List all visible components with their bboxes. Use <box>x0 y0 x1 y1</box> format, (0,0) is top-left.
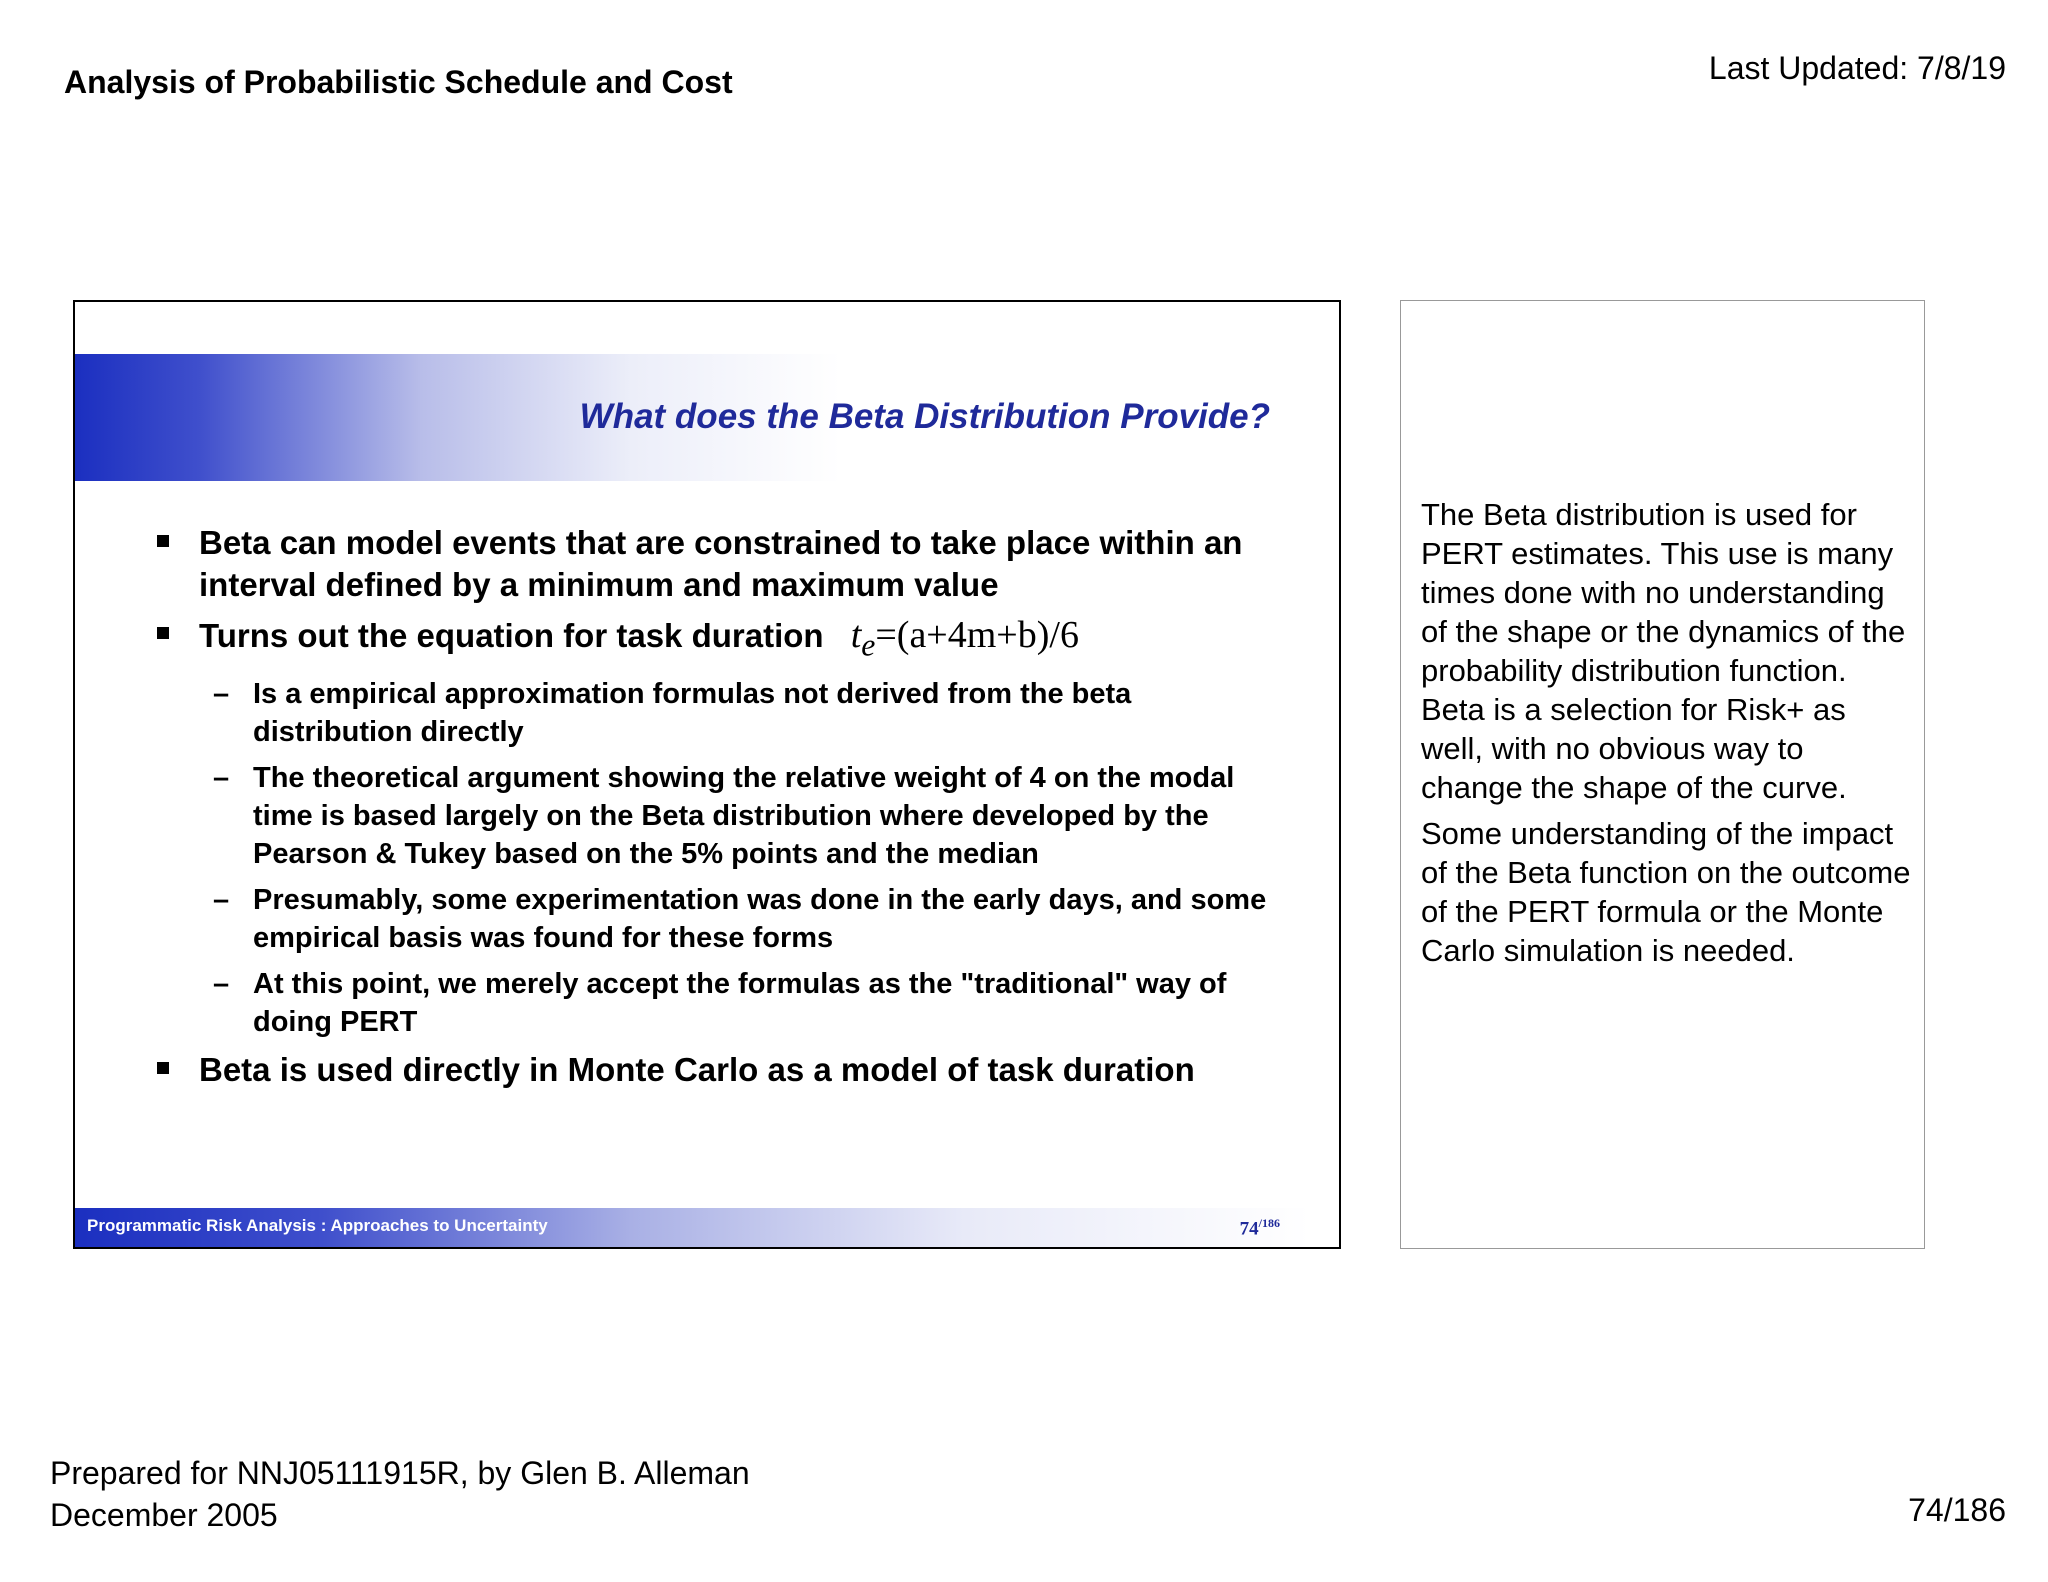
bullet-item <box>153 614 1293 667</box>
bullet-item <box>153 522 1293 606</box>
slide-footer-band <box>75 1208 1310 1248</box>
sub-bullet-text: The theoretical argument showing the relative weight of 4 on the modal time is based largely on the Beta distribution where developed by the Pearson & Tukey based on the 5% points and the median <box>253 761 1235 870</box>
document-title: Analysis of Probabilistic Schedule and Cost <box>64 64 733 100</box>
prepared-line: Prepared for NNJ05111915R, by Glen B. Alleman <box>50 1455 750 1491</box>
dash-bullet-icon: – <box>213 677 230 710</box>
slide-header-band <box>75 354 1310 481</box>
slide-title: What does the Beta Distribution Provide? <box>579 397 1270 436</box>
sub-bullet-item <box>153 965 1293 1041</box>
formula-expression: =(a+4m+b)/6 <box>875 614 1079 656</box>
notes-paragraph: Some understanding of the impact of the Beta function on the outcome of the PERT formula or the Monte Carlo simulation is needed. <box>1421 816 1911 968</box>
prepared-date: December 2005 <box>50 1497 278 1533</box>
notes-text <box>1421 495 1911 977</box>
prepared-for <box>50 1452 750 1536</box>
dash-bullet-icon: – <box>213 883 230 916</box>
slide-body <box>153 522 1293 1099</box>
dash-bullet-icon: – <box>213 761 230 794</box>
bullet-item <box>153 1049 1293 1091</box>
notes-paragraph: The Beta distribution is used for PERT estimates. This use is many times done with no understanding of the shape or the dynamics of the probability distribution function. Beta is a selection for Risk+ as well, with no obvious way to change the shape of the curve. <box>1421 497 1906 805</box>
bullet-text: Beta is used directly in Monte Carlo as a model of task duration <box>199 1050 1195 1088</box>
slide-page-current: 74 <box>1239 1218 1259 1240</box>
sub-bullet-text: Is a empirical approximation formulas not derived from the beta distribution directly <box>253 677 1132 748</box>
last-updated-date: Last Updated: 7/8/19 <box>1708 50 2006 86</box>
square-bullet-icon <box>157 627 169 639</box>
sub-bullet-item <box>153 675 1293 751</box>
square-bullet-icon <box>157 1062 169 1074</box>
sub-bullet-item <box>153 759 1293 873</box>
square-bullet-icon <box>157 535 169 547</box>
slide-page-number <box>1240 1216 1280 1240</box>
sub-bullet-item <box>153 881 1293 957</box>
formula-variable: t <box>850 614 862 656</box>
speaker-notes-box <box>1400 300 1925 1249</box>
bullet-text: Turns out the equation for task duration <box>199 617 824 654</box>
slide-footer-text: Programmatic Risk Analysis : Approaches to Uncertainty <box>87 1216 548 1235</box>
page-number: 74/186 <box>1908 1492 2006 1528</box>
task-duration-formula <box>850 614 1079 663</box>
slide-image <box>73 300 1341 1249</box>
slide-page-total: /186 <box>1258 1216 1280 1230</box>
sub-bullet-text: Presumably, some experimentation was done in the early days, and some empirical basis was found for these forms <box>253 883 1267 954</box>
formula-subscript: e <box>861 627 876 663</box>
sub-bullet-text: At this point, we merely accept the formulas as the "traditional" way of doing PERT <box>253 967 1227 1038</box>
dash-bullet-icon: – <box>213 967 230 1000</box>
bullet-text: Beta can model events that are constrained to take place within an interval defined by a minimum and maximum value <box>199 524 1243 603</box>
